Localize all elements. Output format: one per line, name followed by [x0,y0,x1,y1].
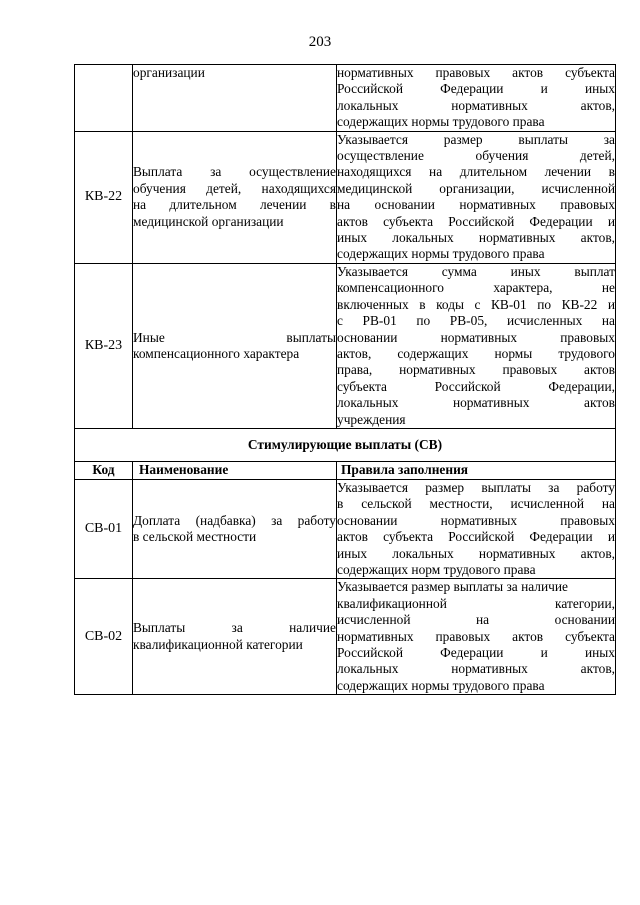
name-line: в сельской местности [133,529,257,545]
header-row [75,461,616,479]
rule-cell [337,479,616,578]
rule-line: Российской Федерации и иных [337,81,615,97]
rule-cell [337,579,616,695]
name-cell: организации [133,65,337,132]
rule-line: локальных нормативных актов, [337,97,615,113]
section-row [75,428,616,461]
name-cell [133,479,337,578]
rule-line: включенных в коды с КВ-01 по КВ-22 и [337,296,615,312]
rule-line: содержащих нормы трудового права [337,246,545,262]
payments-table [74,64,616,695]
rule-line: локальных нормативных актов [337,395,615,411]
rule-cell [337,65,616,132]
header-rule: Правила заполнения [337,461,616,479]
rule-line: на основании нормативных правовых [337,197,615,213]
table-row [75,579,616,695]
name-line: Иные выплаты [133,329,336,345]
rule-line: нормативных правовых актов субъекта [337,628,615,644]
rule-line: с РВ-01 по РВ-05, исчисленных на [337,313,615,329]
table-row [75,479,616,578]
name-line: медицинской организации [133,213,284,229]
name-cell [133,131,337,263]
rule-line: Российской Федерации и иных [337,645,615,660]
name-line: Доплата (надбавка) за работу [133,512,336,528]
name-line: компенсационного характера [133,345,300,361]
rule-line: осуществление обучения детей, [337,148,615,164]
rule-line: права, нормативных правовых актов [337,362,615,378]
table-row [75,131,616,263]
rule-line: основании нормативных правовых [337,329,615,345]
rule-line: иных локальных нормативных актов, [337,545,615,561]
code-cell: СВ-02 [75,579,133,695]
rule-line: локальных нормативных актов, [337,661,615,677]
name-line: Выплата за осуществление [133,164,336,180]
rule-line: содержащих норм трудового права [337,561,536,577]
rule-line: субъекта Российской Федерации, [337,378,615,394]
rule-line: иных локальных нормативных актов, [337,230,615,246]
table-row [75,263,616,428]
header-code: Код [75,461,133,479]
section-title: Стимулирующие выплаты (СВ) [75,428,616,461]
rule-line: содержащих нормы трудового права [337,677,545,693]
rule-line: компенсационного характера, не [337,280,615,296]
name-line: Выплаты за наличие [133,620,336,636]
rule-cell [337,131,616,263]
name-line: обучения детей, находящихся [133,180,336,196]
rule-line: нормативных правовых актов субъекта [337,65,615,80]
rule-line: актов, содержащих нормы трудового [337,345,615,361]
name-cell [133,579,337,695]
rule-line: содержащих нормы трудового права [337,114,545,130]
code-cell: СВ-01 [75,479,133,578]
rule-line: основании нормативных правовых [337,512,615,528]
code-cell: КВ-23 [75,263,133,428]
rule-line: Указывается размер выплаты за наличие [337,579,568,595]
page-number: 203 [308,34,332,50]
rule-line: квалификационной категории, [337,595,615,611]
rule-line: находящихся на длительном лечении в [337,164,615,180]
name-cell [133,263,337,428]
table-row [75,65,616,132]
code-cell: КВ-22 [75,131,133,263]
rule-line: учреждения [337,411,406,427]
rule-line: Указывается сумма иных выплат [337,263,615,279]
rule-cell [337,263,616,428]
rule-line: в сельской местности, исчисленной на [337,496,615,512]
rule-line: Указывается размер выплаты за работу [337,479,615,495]
rule-line: актов субъекта Российской Федерации и [337,213,615,229]
name-line: на длительном лечении в [133,197,336,213]
header-name: Наименование [133,461,337,479]
rule-line: Указывается размер выплаты за [337,131,615,147]
code-cell [75,65,133,132]
rule-line: исчисленной на основании [337,612,615,628]
rule-line: медицинской организации, исчисленной [337,180,615,196]
rule-line: актов субъекта Российской Федерации и [337,529,615,545]
name-line: квалификационной категории [133,636,303,652]
